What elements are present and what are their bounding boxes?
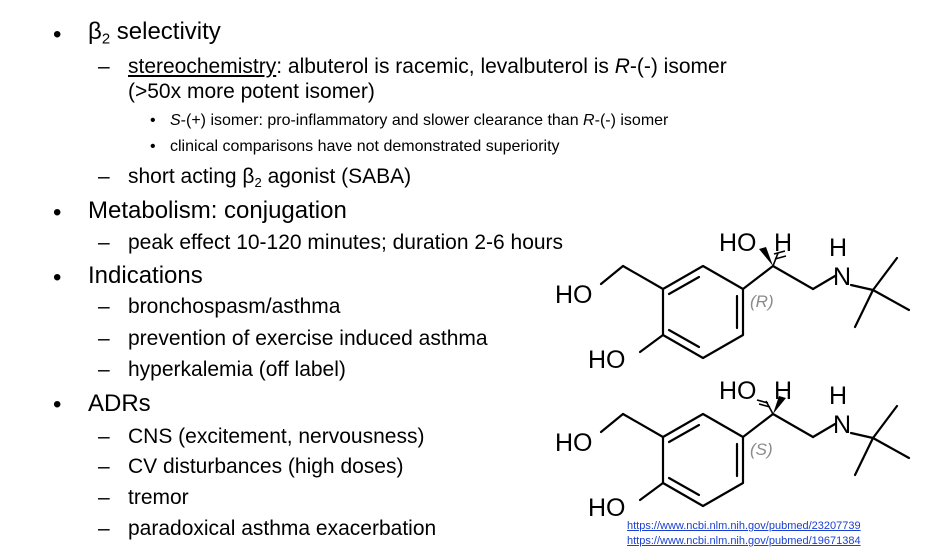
- s-nh-h: H: [829, 382, 848, 410]
- bullet-beta2-selectivity: $\beta_2$ selectivity: [88, 18, 221, 48]
- bullet-indications: Indications: [88, 262, 203, 289]
- s-label: (S): [750, 440, 773, 459]
- dash-marker: –: [98, 295, 110, 318]
- dash-marker: –: [98, 486, 110, 509]
- pubmed-link-2[interactable]: https://www.ncbi.nlm.nih.gov/pubmed/19671384: [627, 535, 861, 547]
- r-nh-n: N: [833, 263, 852, 291]
- sub-bullet-cns: CNS (excitement, nervousness): [128, 425, 425, 448]
- r-ho-top: HO: [719, 229, 757, 257]
- sub-bullet-cv: CV disturbances (high doses): [128, 455, 404, 478]
- sub-bullet-saba: short acting $\beta_2$ agonist (SABA): [128, 165, 412, 190]
- bullet-marker: •: [53, 21, 62, 48]
- dash-marker: –: [98, 358, 110, 381]
- r-nh-h: H: [829, 234, 848, 262]
- sub-sub-bullet-s-isomer: S-(+) isomer: pro-inflammatory and slower clearance than R-(-) isomer: [170, 112, 669, 129]
- dash-marker: –: [98, 517, 110, 540]
- sub-sub-bullet-clinical: clinical comparisons have not demonstrated superiority: [170, 138, 560, 155]
- s-ho-left: HO: [555, 429, 593, 457]
- small-bullet-marker: •: [150, 138, 156, 155]
- r-ho-bottom: HO: [588, 346, 626, 374]
- dash-marker: –: [98, 425, 110, 448]
- dash-marker: –: [98, 455, 110, 478]
- bullet-marker: •: [53, 199, 62, 226]
- sub-bullet-paradoxical: paradoxical asthma exacerbation: [128, 517, 437, 540]
- dash-marker: –: [98, 55, 110, 78]
- pubmed-link-1[interactable]: https://www.ncbi.nlm.nih.gov/pubmed/23207739: [627, 520, 861, 532]
- sub-bullet-peak-effect: peak effect 10-120 minutes; duration 2-6 hours: [128, 231, 564, 254]
- r-ho-left: HO: [555, 281, 593, 309]
- bullet-metabolism: Metabolism: conjugation: [88, 197, 347, 224]
- dash-marker: –: [98, 165, 110, 188]
- bullet-marker: •: [53, 264, 62, 291]
- sub-bullet-stereochemistry: stereochemistry: albuterol is racemic, levalbuterol is R-(-) isomer: [128, 55, 727, 78]
- sub-bullet-hyperkalemia: hyperkalemia (off label): [128, 358, 346, 381]
- s-ho-bottom: HO: [588, 494, 626, 522]
- bullet-adrs: ADRs: [88, 390, 151, 417]
- s-h-top: H: [774, 377, 793, 405]
- dash-marker: –: [98, 327, 110, 350]
- dash-marker: –: [98, 231, 110, 254]
- sub-bullet-stereochemistry-cont: (>50x more potent isomer): [128, 80, 375, 103]
- r-label: (R): [750, 292, 774, 311]
- s-nh-n: N: [833, 411, 852, 439]
- reference-links: [627, 519, 861, 549]
- sub-bullet-bronchospasm: bronchospasm/asthma: [128, 295, 341, 318]
- r-h-top: H: [774, 229, 793, 257]
- s-ho-top: HO: [719, 377, 757, 405]
- small-bullet-marker: •: [150, 112, 156, 129]
- sub-bullet-tremor: tremor: [128, 486, 189, 509]
- sub-bullet-exercise-asthma: prevention of exercise induced asthma: [128, 327, 488, 350]
- bullet-marker: •: [53, 391, 62, 418]
